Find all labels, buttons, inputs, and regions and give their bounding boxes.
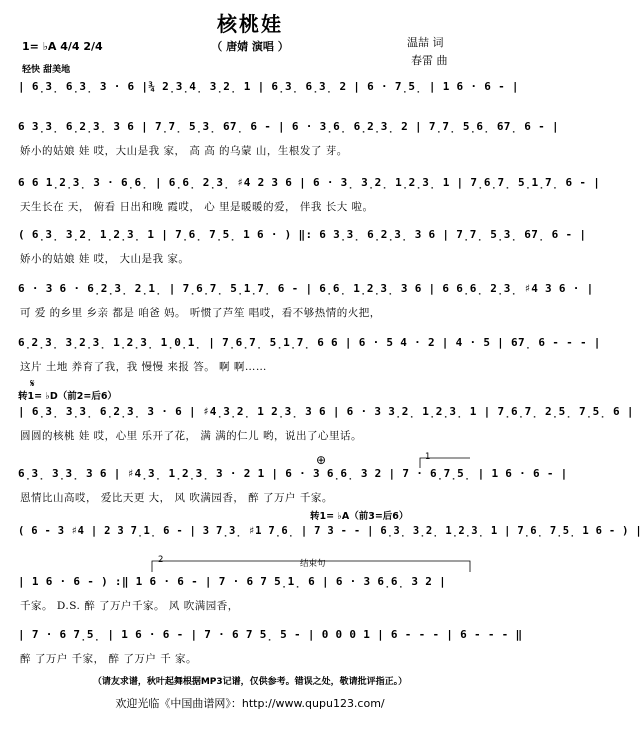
lyric-row-6: 这片 土地 养育了我，我 慢慢 来报 答。 啊 啊…… — [20, 361, 267, 373]
staff-row-3: 6 6 1̣2̣3̣ 3 · 6̣6̣ | 6̣6̣ 2̣3̣ ♯4 2 3 6 | 6 · 3̣ 3̣2̣ 1̣2̣3̣ 1 | 7̣6̣7̣ 5̣1̣7̣ 6 - | — [18, 176, 601, 189]
staff-row-4: ( 6̣3̣ 3̣2̣ 1̣2̣3̣ 1 | 7̣6̣ 7̣5̣ 1 6 · ) ‖: 6 3̣3̣ 6̣2̣3̣ 3 6 | 7̣7̣ 5̣3̣ 67̣ 6 - | — [18, 228, 587, 241]
staff-row-5: 6 · 3 6 · 6̣2̣3̣ 2̣1̣ | 7̣6̣7̣ 5̣1̣7̣ 6 - | 6̣6̣ 1̣2̣3̣ 3 6 | 6 6̣6̣ 2̣3̣ ♯4 3 6 · | — [18, 282, 594, 295]
staff-row-7: | 6̣3̣ 3̣3̣ 6̣2̣3̣ 3 · 6 | ♯4̣3̣2̣ 1 2̣3̣ 3 6 | 6 · 3 3̣2̣ 1̣2̣3̣ 1 | 7̣6̣7̣ 2̣5̣ 7̣5̣ 6 | — [18, 405, 634, 418]
end-phrase-bracket — [240, 561, 470, 572]
staff-row-1: | 6̣3̣ 6̣3̣ 3 · 6 |¾ 2̣3̣4̣ 3̣2̣ 1 | 6̣3̣ 6̣3̣ 2 | 6 · 7̣5̣ | 1 6 · 6 - | — [18, 80, 519, 93]
lyric-row-7: 圆圆的核桃 娃 哎，心里 乐开了花， 满 满的仁儿 哟，说出了心里话。 — [20, 430, 363, 442]
composer-credit: 春雷 曲 — [411, 54, 448, 67]
modulation-first: 转1= ♭D（前2=后6） — [18, 391, 117, 402]
staff-row-10: | 1 6 · 6 - ) :‖ 1 6 · 6 - | 7 · 6 7 5̣1̣ 6 | 6 · 3 6̣6̣ 3 2 | — [18, 575, 446, 588]
repeat-segno: 𝄋 — [30, 377, 35, 390]
lyric-row-4: 娇小的姑娘 娃 哎， 大山是我 家。 — [20, 253, 190, 265]
lyric-row-5: 可 爱 的乡里 乡亲 都是 咱爸 妈。 听惯了芦笙 唱哎，看不够热情的火把， — [20, 307, 381, 319]
lyricist-credit: 温喆 词 — [407, 36, 444, 49]
staff-row-11: | 7 · 6 7̣5̣ | 1 6 · 6 - | 7 · 6 7 5̣ 5 - | 0 0 0 1 | 6 - - - | 6 - - - ‖ — [18, 628, 523, 641]
song-title: 核桃娃 — [217, 12, 283, 36]
modulation-second: 转1= ♭A（前3=后6） — [310, 511, 409, 522]
footer-website[interactable]: 欢迎光临《中国曲谱网》：http://www.qupu123.com/ — [115, 697, 385, 710]
volta-one-label: 1 — [425, 452, 431, 462]
lyric-row-2: 娇小的姑娘 娃 哎，大山是我 家， 高 高 的乌蒙 山，生根发了 芽。 — [20, 145, 348, 157]
tempo-marking: 轻快 甜美地 — [22, 65, 71, 75]
lyric-row-10: 千家。 D.S. 醉 了万户千家。 风 吹满园香， — [20, 600, 239, 612]
volta-one-bracket — [420, 458, 470, 468]
end-phrase-label: 结束句 — [300, 559, 326, 569]
volta-two-label: 2 — [158, 555, 164, 565]
staff-row-6: 6̣2̣3̣ 3̣2̣3̣ 1̣2̣3̣ 1̣0̣1̣ | 7̣6̣7̣ 5̣1̣7̣ 6 6 | 6 · 5 4 · 2 | 4 · 5 | 67̣ 6 - - - | — [18, 336, 601, 349]
staff-row-2: 6 3̣3̣ 6̣2̣3̣ 3 6 | 7̣7̣ 5̣3̣ 67̣ 6 - | 6 · 3̣6̣ 6̣2̣3̣ 2 | 7̣7̣ 5̣6̣ 67̣ 6 - | — [18, 120, 559, 133]
lyric-row-3: 天生长在 天， 俯看 日出和晚 霞哎， 心 里是暖暖的爱， 伴我 长大 啦。 — [20, 201, 374, 213]
singer-credit: （ 唐婧 演唱 ） — [211, 40, 289, 53]
key-signature: 1= ♭A 4/4 2/4 — [22, 40, 103, 53]
lyric-row-11: 醉 了万户 千家， 醉 了万户 千 家。 — [20, 653, 198, 665]
footer-note: （请友求谱，秋叶起舞根据MP3记谱，仅供参考。错误之处，敬请批评指正。） — [92, 677, 408, 687]
volta-two-bracket — [152, 561, 240, 572]
staff-row-8: 6̣3̣ 3̣3̣ 3 6 | ♯4̣3̣ 1̣2̣3̣ 3 · 2 1 | 6 · 3 6̣6̣ 3 2 | 7 · 6̣7̣5̣ | 1 6 · 6 - | — [18, 467, 568, 480]
staff-row-9: ( 6 - 3 ♯4 | 2 3 7̣1̣ 6 - | 3 7̣3̣ ♯1 7̣6̣ | 7 3 - - | 6̣3̣ 3̣2̣ 1̣2̣3̣ 1 | 7̣6̣ 7̣5̣ 1 6 - ) | — [18, 525, 642, 537]
lyric-row-8: 恩情比山高哎， 爱比天更 大， 风 吹满园香， 醉 了万户 千家。 — [20, 492, 333, 504]
coda-sign: ⊕ — [316, 453, 327, 467]
